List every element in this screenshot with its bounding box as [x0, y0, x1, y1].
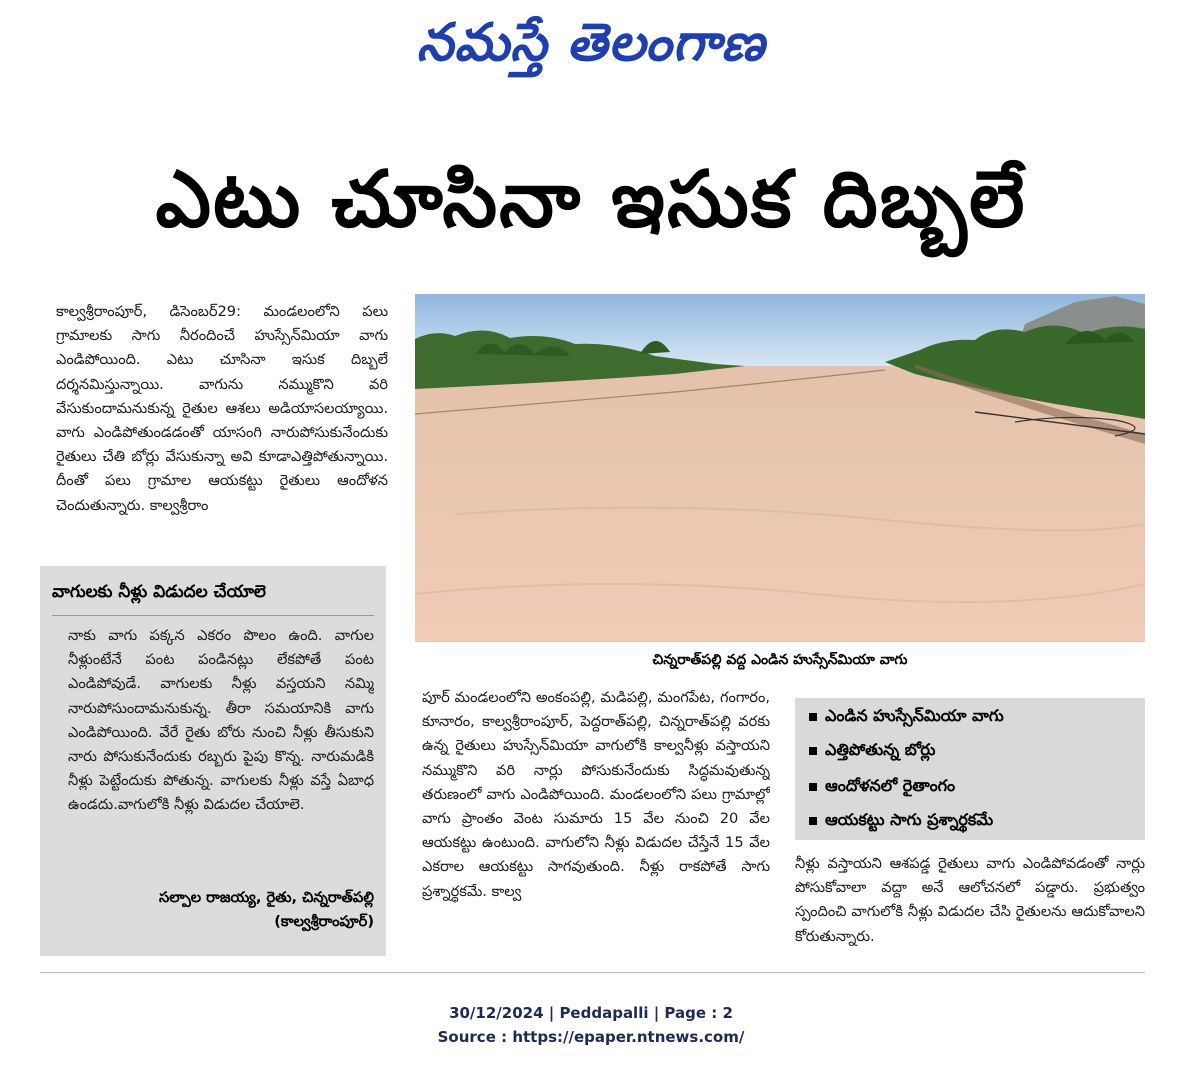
quote-box-title: వాగులకు నీళ్లు విడుదల చేయాలె — [52, 582, 266, 602]
photo-caption: చిన్నరాత్‌పల్లి వద్ద ఎండిన హుస్సేన్‌మియా వాగు — [652, 652, 908, 668]
dry-river-photo — [415, 294, 1145, 642]
article-column-2 — [422, 686, 770, 962]
bullet-square-icon — [809, 713, 817, 721]
quote-box-body — [68, 624, 374, 882]
quote-byline-place: (కాల్వశ్రీరాంపూర్) — [274, 913, 374, 930]
highlight-item: ఆందోళనలో రైతాంగం — [809, 776, 955, 799]
lead-paragraph — [56, 300, 388, 550]
highlight-item: ఆయకట్టు సాగు ప్రశ్నార్థకమే — [809, 810, 993, 833]
footer-date-edition: 30/12/2024 | Peddapalli | Page : 2 — [449, 1004, 733, 1022]
quote-byline-name: సల్పాల రాజయ్య, రైతు, చిన్నరాత్‌పల్లి — [159, 889, 374, 906]
bullet-square-icon — [809, 783, 817, 791]
quote-box-divider — [52, 615, 374, 616]
quote-byline — [54, 886, 374, 934]
bullet-square-icon — [809, 747, 817, 755]
headline-text: ఎటు చూసినా ఇసుక దిబ్బలే — [155, 155, 1027, 245]
bottom-divider — [40, 972, 1145, 973]
highlight-item: ఎత్తిపోతున్న బోర్లు — [809, 740, 935, 763]
article-column-3 — [795, 852, 1145, 968]
highlights-box — [795, 698, 1145, 840]
headline — [20, 130, 1162, 270]
bullet-square-icon — [809, 817, 817, 825]
masthead-logo: నమస్తే తెలంగాణ — [416, 12, 766, 73]
dry-river-photo-art — [415, 294, 1145, 642]
footer-source[interactable]: Source : https://epaper.ntnews.com/ — [437, 1028, 745, 1046]
column-3-text: నీళ్లు వస్తాయని ఆశపడ్డ రైతులు వాగు ఎండిపోవడంతో నార్లు పోసుకోవాలా వద్దా అనే ఆలోచనలో పడ్డారు. ప్రభుత్వం స్పందించి వాగులోకి నీళ్లు విడుదల చేసి రైతులను ఆదుకోవాలని కోరుతున్నారు. — [795, 855, 1145, 945]
column-2-text: పూర్ మండలంలోని అంకంపల్లి, మడిపల్లి, మంగపేట, గంగారం, కూనారం, కాల్వశ్రీరాంపూర్, పెద్దరాత్‌పల్లి, చిన్నరాత్‌పల్లి వరకు ఉన్న రైతులు హుస్సేన్‌మియా వాగులోకి కాల్వనీళ్లు వస్తాయని నమ్ముకొని వరి నార్లు పోసుకునేందుకు సిద్ధమవుతున్న తరుణంలో వాగు ఎండిపోయింది. మండలంలోని పలు గ్రామాల్లో వాగు ప్రాంతం వెంట సుమారు 15 వేల నుంచి 20 వేల ఆయకట్టు ఉంటుంది. వాగులోని నీళ్లు విడుదల చేస్తేనే 15 వేల ఎకరాల ఆయకట్టు సాగవుతుంది. నీళ్లు రాకపోతే సాగు ప్రశ్నార్థకమే. కాల్వ — [422, 689, 770, 900]
highlight-item: ఎండిన హుస్సేన్‌మియా వాగు — [809, 706, 1004, 729]
lead-text: కాల్వశ్రీరాంపూర్, డిసెంబర్29: మండలంలోని పలు గ్రామాలకు సాగు నీరందించే హుస్సేన్‌మియా వాగు ఎండిపోయింది. ఎటు చూసినా ఇసుక దిబ్బలే దర్శనమిస్తున్నాయి. వాగును నమ్ముకొని వరి వేసుకుందామనుకున్న రైతుల ఆశలు అడియాసలయ్యాయి. వాగు ఎండిపోతుండడంతో యాసంగి నారుపోసుకునేందుకు రైతులు చేతి బోర్లు వేసుకున్నా అవి కూడాఎత్తిపోతున్నాయి. దీంతో పలు గ్రామాల ఆయకట్టు రైతులు ఆందోళన చెందుతున్నారు. కాల్వశ్రీరాం — [56, 303, 388, 514]
masthead — [0, 8, 1182, 78]
quote-text: నాకు వాగు పక్కన ఎకరం పొలం ఉంది. వాగుల నీళ్లుంటేనే పంట పండినట్లు లేకపోతే పంట ఎండిపోవుడే. వాగులకు నీళ్లు వస్తయని నమ్మి నారుపోసుందామనుకున్న. తీరా సమయానికి వాగు ఎండిపోయింది. వేరే రైతు బోరు నుంచి నీళ్లు తీసుకుని నారు పోసుకునేందుకు రబ్బరు పైపు కొన్న. నారుమడికి నీళ్లు పెట్టేందుకు పోతున్న. వాగులకు నీళ్లు వస్తే ఏబాధ ఉండదు.వాగులోకి నీళ్లు విడుదల చేయాలె. — [68, 627, 374, 814]
farmer-quote-box — [40, 566, 386, 956]
